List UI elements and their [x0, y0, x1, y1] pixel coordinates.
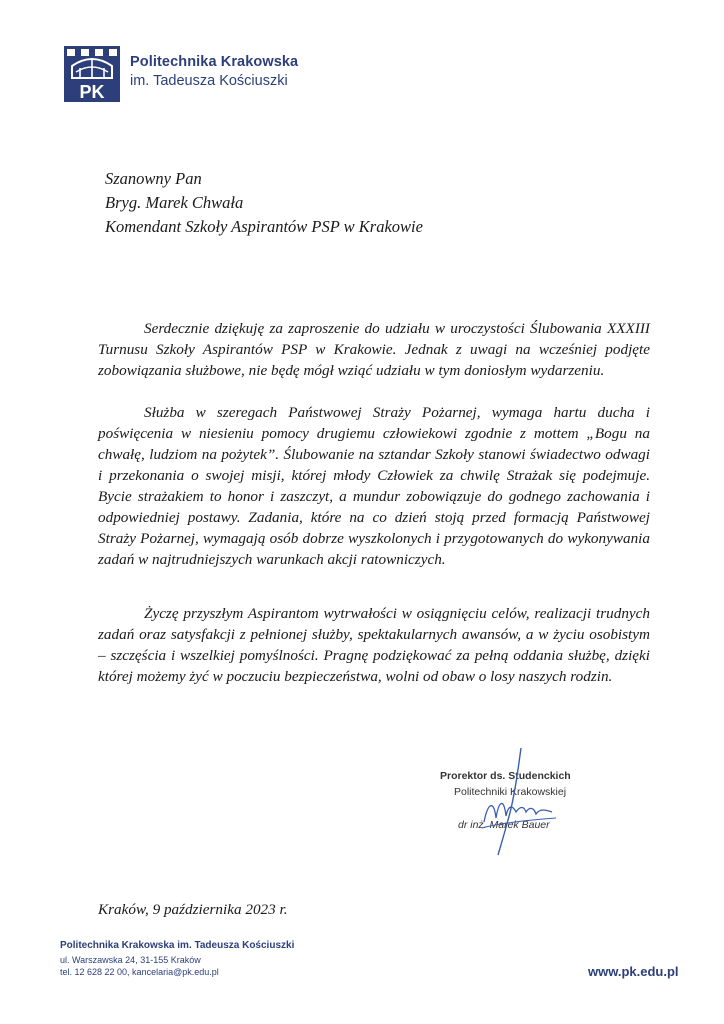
org-subtitle: im. Tadeusza Kościuszki	[130, 73, 288, 89]
paragraph-2: Służba w szeregach Państwowej Straży Pożarnej, wymaga hartu ducha i poświęcenia w niesieniu pomocy drugiemu człowiekowi zgodnie z mottem „Bogu na chwałę, ludziom na pożytek”. Ślubowanie na sztandar Szkoły stanowi świadectwo odwagi i przekonania o swojej misji, której młody Człowiek za chwilę Strażak się podejmuje. Bycie strażakiem to honor i zaszczyt, a mundur zobowiązuje do godnego zachowania i odpowiedniej postawy. Zadania, które na co dzień stoją przed formacją Państwowej Straży Pożarnej, wymagają osób dobrze wyszkolonych i przygotowanych do wykonywania zadań w najtrudniejszych warunkach akcji ratowniczych.	[98, 404, 650, 568]
footer	[60, 940, 294, 978]
addressee-greeting: Szanowny Pan	[105, 169, 202, 188]
footer-contact: tel. 12 628 22 00, kancelaria@pk.edu.pl	[60, 967, 219, 977]
signatory-title: Prorektor ds. Studenckich	[440, 770, 571, 782]
paragraph-1: Serdecznie dziękuję za zaproszenie do udziału w uroczystości Ślubowania XXXIII Turnusu Szkoły Aspirantów PSP w Krakowie. Jednak z uwagi na wcześniej podjęte zobowiązania służbowe, nie będę mógł wziąć udziału w tym doniosłym wydarzeniu.	[98, 320, 650, 379]
letter-date: Kraków, 9 października 2023 r.	[98, 901, 288, 918]
addressee-block	[105, 167, 423, 239]
handwritten-signature	[466, 740, 566, 860]
logo-text: PK	[79, 82, 105, 102]
letter-body	[98, 318, 650, 708]
signatory-org: Politechniki Krakowskiej	[454, 786, 567, 798]
footer-website-link[interactable]: www.pk.edu.pl	[588, 964, 679, 979]
pk-logo	[64, 46, 120, 102]
addressee-name: Bryg. Marek Chwała	[105, 193, 244, 212]
org-name: Politechnika Krakowska	[130, 54, 299, 70]
addressee-position: Komendant Szkoły Aspirantów PSP w Krakowie	[105, 217, 423, 236]
footer-org-name: Politechnika Krakowska im. Tadeusza Kościuszki	[60, 940, 295, 951]
signatory-name: dr inż. Marek Bauer	[458, 819, 550, 831]
footer-address: ul. Warszawska 24, 31-155 Kraków	[60, 955, 201, 965]
paragraph-3: Życzę przyszłym Aspirantom wytrwałości w osiągnięciu celów, realizacji trudnych zadań oraz satysfakcji z pełnionej służby, spektakularnych awansów, a w życiu osobistym – szczęścia i wszelkiej pomyślności. Pragnę podziękować za pełną oddania służbę, dzięki której możemy żyć w poczuciu bezpieczeństwa, wolni od obaw o losy naszych rodzin.	[98, 605, 650, 685]
